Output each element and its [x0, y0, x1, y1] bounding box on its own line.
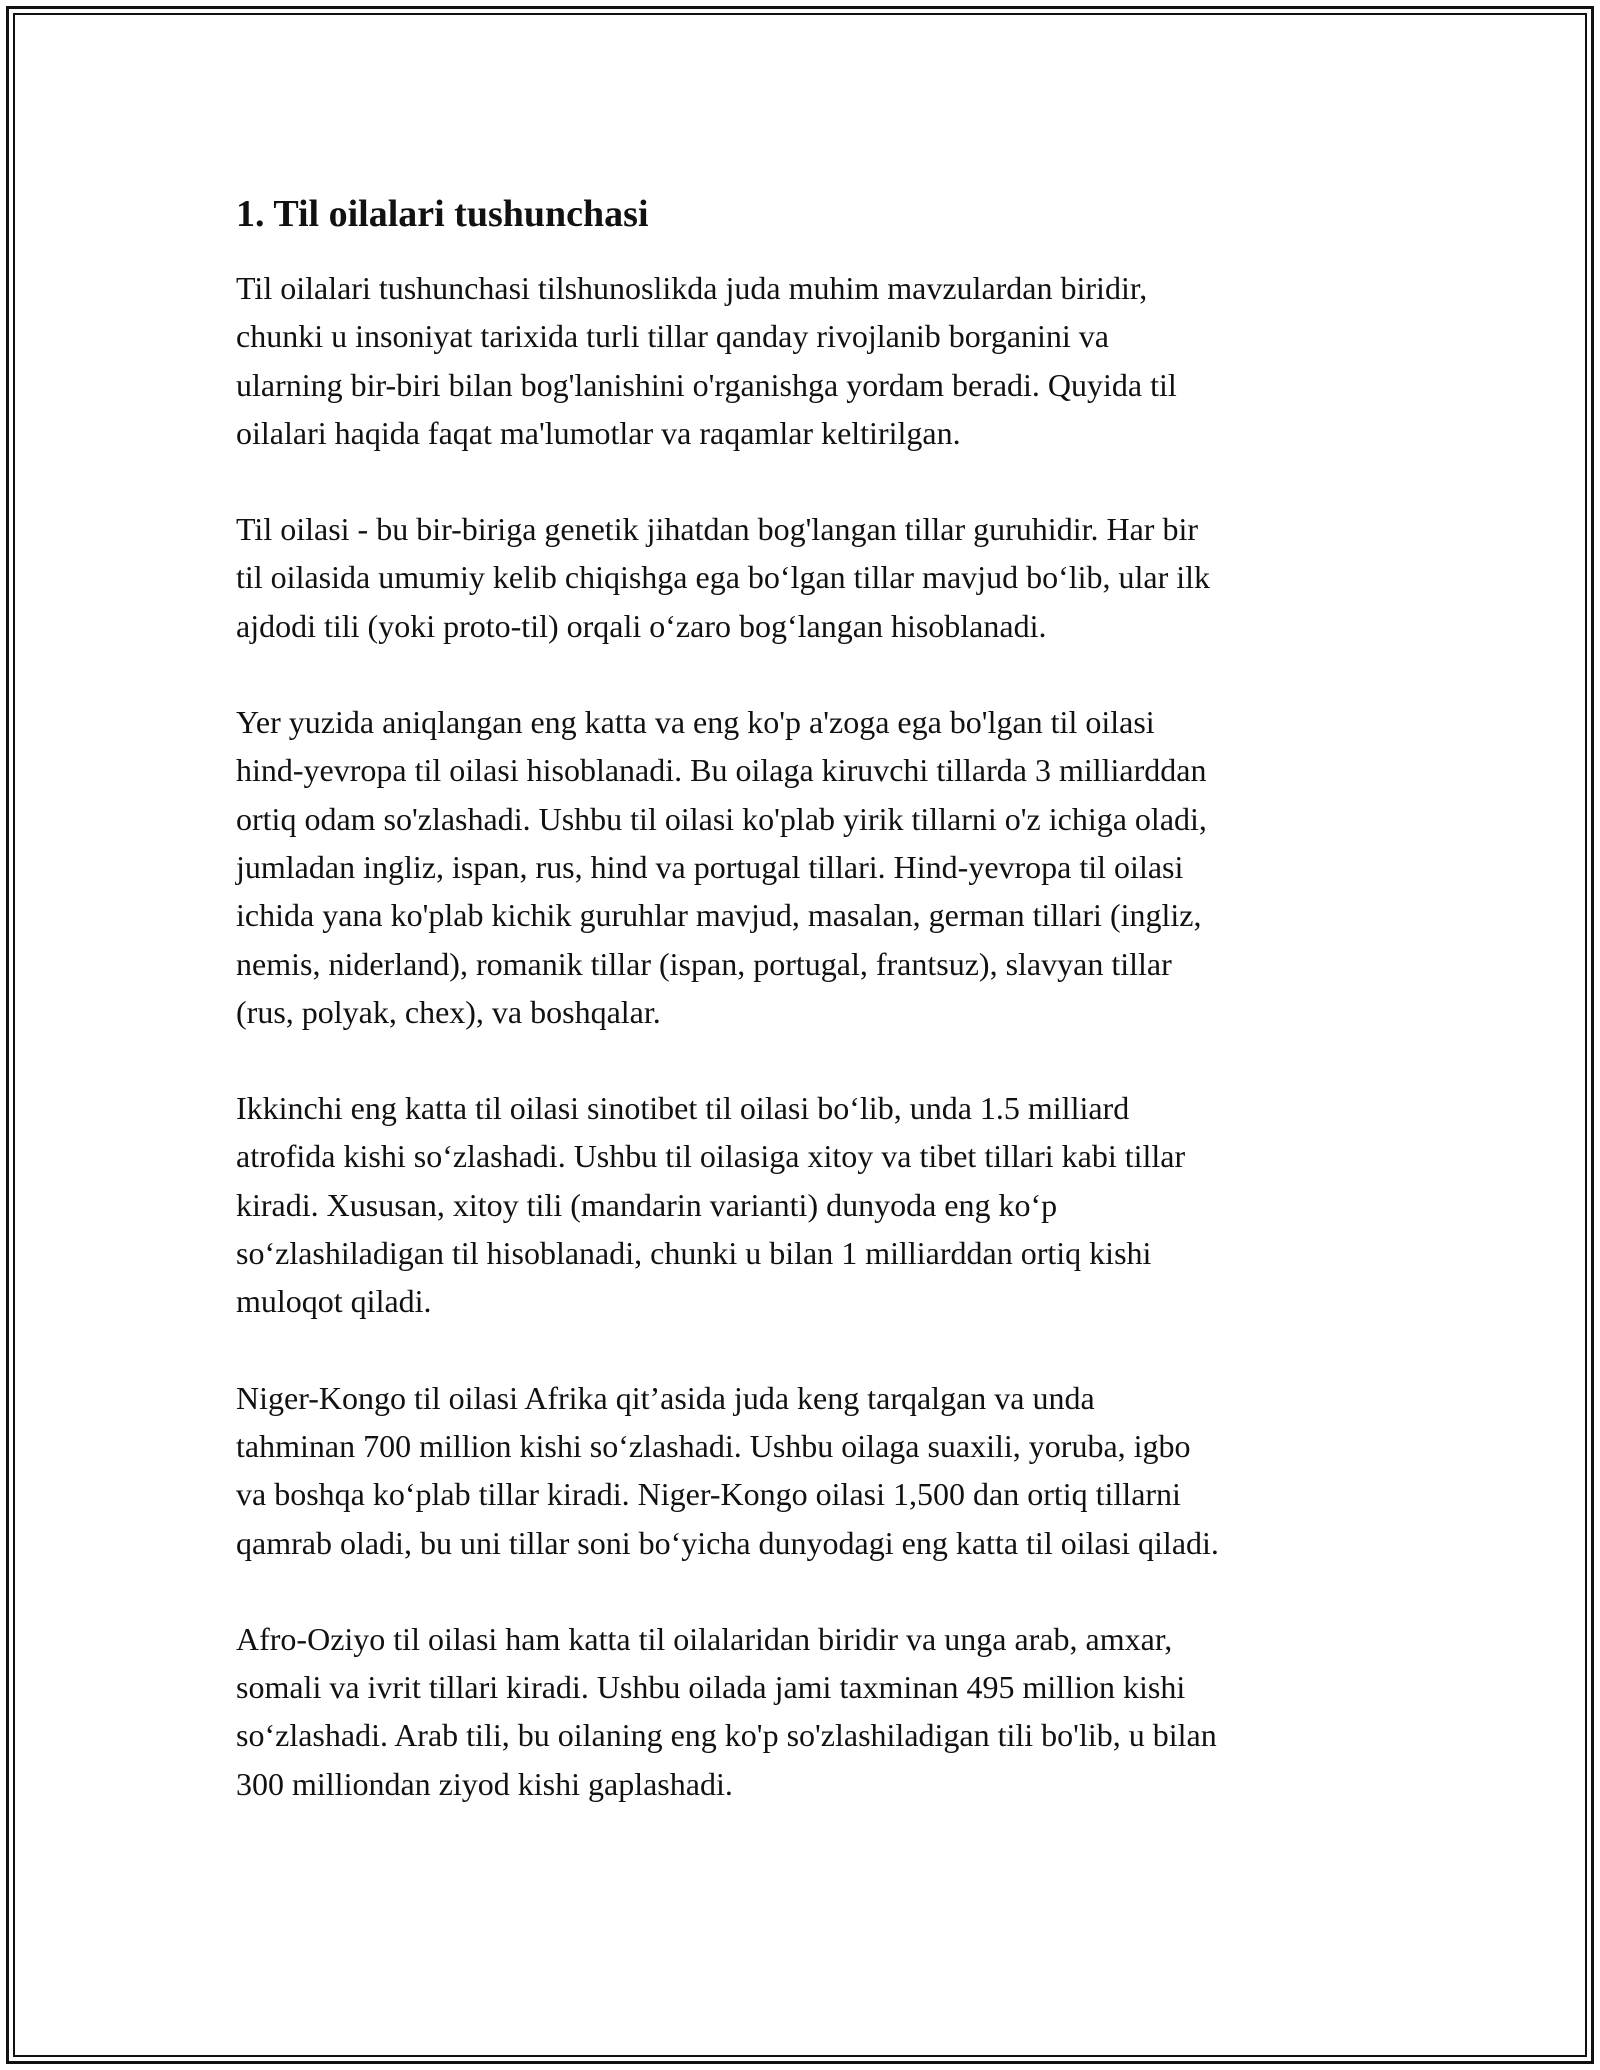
text-line: jumladan ingliz, ispan, rus, hind va portugal tillari. Hind-yevropa til oilasi: [236, 848, 1184, 885]
text-line: va boshqa ko‘plab tillar kiradi. Niger-Kongo oilasi 1,500 dan ortiq tillarni: [236, 1476, 1181, 1513]
text-line: tahminan 700 million kishi so‘zlashadi. Ushbu oilaga suaxili, yoruba, igbo: [236, 1427, 1191, 1464]
text-line: ichida yana ko'plab kichik guruhlar mavjud, masalan, german tillari (ingliz,: [236, 897, 1202, 934]
paragraph-definition: [236, 505, 1386, 650]
text-line: Til oilalari tushunchasi tilshunoslikda juda muhim mavzulardan biridir,: [236, 270, 1148, 306]
text-line: so‘zlashadi. Arab tili, bu oilaning eng ko'p so'zlashiladigan tili bo'lib, u bilan: [236, 1717, 1217, 1754]
text-line: somali va ivrit tillari kiradi. Ushbu oilada jami taxminan 495 million kishi: [236, 1669, 1186, 1706]
text-line: ortiq odam so'zlashadi. Ushbu til oilasi ko'plab yirik tillarni o'z ichiga oladi,: [236, 800, 1207, 837]
paragraph-indo-european: [236, 698, 1386, 1036]
paragraph-niger-congo: [236, 1374, 1386, 1567]
text-line: ajdodi tili (yoki proto-til) orqali o‘zaro bog‘langan hisoblanadi.: [236, 607, 1047, 644]
text-line: muloqot qiladi.: [236, 1283, 432, 1320]
paragraph-intro: [236, 264, 1386, 457]
text-line: so‘zlashiladigan til hisoblanadi, chunki u bilan 1 milliarddan ortiq kishi: [236, 1235, 1152, 1272]
text-line: atrofida kishi so‘zlashadi. Ushbu til oilasiga xitoy va tibet tillari kabi tillar: [236, 1138, 1186, 1175]
document-body: [236, 186, 1386, 1856]
text-line: hind-yevropa til oilasi hisoblanadi. Bu oilaga kiruvchi tillarda 3 milliarddan: [236, 752, 1207, 789]
text-line: Til oilasi - bu bir-biriga genetik jihatdan bog'langan tillar guruhidir. Har bir: [236, 511, 1198, 548]
text-line: nemis, niderland), romanik tillar (ispan, portugal, frantsuz), slavyan tillar: [236, 945, 1172, 982]
text-line: qamrab oladi, bu uni tillar soni bo‘yicha dunyodagi eng katta til oilasi qiladi.: [236, 1524, 1219, 1561]
text-line: chunki u insoniyat tarixida turli tillar qanday rivojlanib borganini va: [236, 318, 1109, 355]
text-line: Niger-Kongo til oilasi Afrika qit’asida juda keng tarqalgan va unda: [236, 1379, 1095, 1416]
text-line: til oilasida umumiy kelib chiqishga ega bo‘lgan tillar mavjud bo‘lib, ular ilk: [236, 559, 1211, 596]
text-line: (rus, polyak, chex), va boshqalar.: [236, 993, 661, 1030]
text-line: Ikkinchi eng katta til oilasi sinotibet til oilasi bo‘lib, unda 1.5 milliard: [236, 1090, 1130, 1127]
paragraph-sino-tibetan: [236, 1084, 1386, 1325]
text-line: Yer yuzida aniqlangan eng katta va eng ko'p a'zoga ega bo'lgan til oilasi: [236, 704, 1155, 741]
text-line: oilalari haqida faqat ma'lumotlar va raqamlar keltirilgan.: [236, 414, 961, 451]
text-line: ularning bir-biri bilan bog'lanishini o'rganishga yordam beradi. Quyida til: [236, 366, 1177, 403]
text-line: kiradi. Xususan, xitoy tili (mandarin varianti) dunyoda eng ko‘p: [236, 1186, 1058, 1223]
text-line: 300 milliondan ziyod kishi gaplashadi.: [236, 1765, 733, 1802]
paragraph-afro-asiatic: [236, 1615, 1386, 1808]
section-heading: 1. Til oilalari tushunchasi: [236, 193, 649, 235]
text-line: Afro-Oziyo til oilasi ham katta til oilalaridan biridir va unga arab, amxar,: [236, 1620, 1173, 1657]
